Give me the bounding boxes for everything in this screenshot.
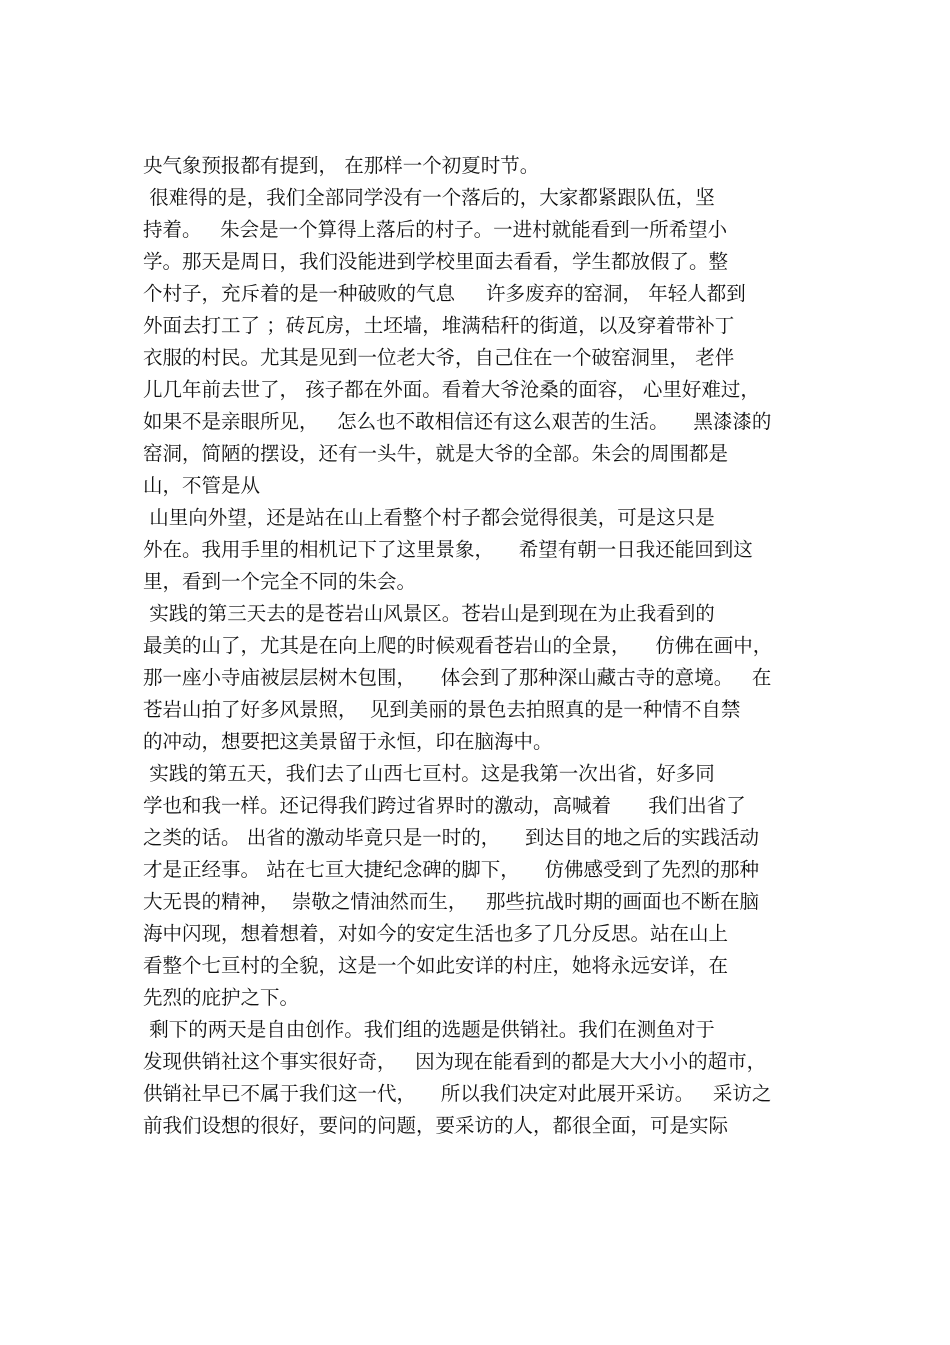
text-line: 苍岩山拍了好多风景照， 见到美丽的景色去拍照真的是一种情不自禁	[143, 698, 741, 721]
text-line: 外在。我用手里的相机记下了这里景象， 希望有朝一日我还能回到这	[143, 538, 753, 561]
text-line: 最美的山了，尤其是在向上爬的时候观看苍岩山的全景， 仿佛在画中，	[143, 634, 773, 657]
text-line: 实践的第五天，我们去了山西七亘村。这是我第一次出省，好多同	[143, 762, 715, 785]
text-line: 央气象预报都有提到， 在那样一个初夏时节。	[143, 154, 540, 177]
text-line: 学也和我一样。还记得我们跨过省界时的激动，高喊着 我们出省了	[143, 794, 746, 817]
text-line: 看整个七亘村的全貌，这是一个如此安详的村庄，她将永远安详，在	[143, 954, 729, 977]
text-line: 之类的话。 出省的激动毕竟只是一时的， 到达目的地之后的实践活动	[143, 826, 759, 849]
text-line: 才是正经事。 站在七亘大捷纪念碑的脚下， 仿佛感受到了先烈的那种	[143, 858, 759, 881]
text-line: 供销社早已不属于我们这一代， 所以我们决定对此展开采访。 采访之	[143, 1082, 772, 1105]
text-line: 窑洞，简陋的摆设，还有一头牛，就是大爷的全部。朱会的周围都是	[143, 442, 729, 465]
text-line: 那一座小寺庙被层层树木包围， 体会到了那种深山藏古寺的意境。 在	[143, 666, 772, 689]
text-line: 剩下的两天是自由创作。我们组的选题是供销社。我们在测鱼对于	[143, 1018, 715, 1041]
text-line: 里，看到一个完全不同的朱会。	[143, 570, 417, 593]
text-line: 个村子，充斥着的是一种破败的气息 许多废弃的窑洞， 年轻人都到	[143, 282, 746, 305]
text-line: 衣服的村民。尤其是见到一位老大爷，自己住在一个破窑洞里， 老伴	[143, 346, 735, 369]
text-line: 很难得的是，我们全部同学没有一个落后的，大家都紧跟队伍，坚	[143, 186, 715, 209]
text-line: 前我们设想的很好，要问的问题，要采访的人，都很全面，可是实际	[143, 1114, 729, 1137]
text-line: 如果不是亲眼所见， 怎么也不敢相信还有这么艰苦的生活。 黑漆漆的	[143, 410, 772, 433]
text-line: 山，不管是从	[143, 474, 261, 497]
text-line: 实践的第三天去的是苍岩山风景区。苍岩山是到现在为止我看到的	[143, 602, 715, 625]
text-line: 学。那天是周日，我们没能进到学校里面去看看，学生都放假了。整	[143, 250, 729, 273]
body-text	[143, 150, 823, 1142]
text-line: 儿几年前去世了， 孩子都在外面。看着大爷沧桑的面容， 心里好难过，	[143, 378, 760, 401]
text-line: 外面去打工了 ；砖瓦房，土坯墙，堆满秸秆的街道，以及穿着带补丁	[143, 314, 735, 337]
text-line: 先烈的庇护之下。	[143, 986, 300, 1009]
text-line: 大无畏的精神， 崇敬之情油然而生， 那些抗战时期的画面也不断在脑	[143, 890, 759, 913]
text-line: 发现供销社这个事实很好奇， 因为现在能看到的都是大大小小的超市，	[143, 1050, 767, 1073]
text-line: 的冲动，想要把这美景留于永恒，印在脑海中。	[143, 730, 553, 753]
text-line: 海中闪现，想着想着，对如今的安定生活也多了几分反思。站在山上	[143, 922, 729, 945]
text-line: 持着。 朱会是一个算得上落后的村子。一进村就能看到一所希望小	[143, 218, 728, 241]
text-line: 山里向外望，还是站在山上看整个村子都会觉得很美，可是这只是	[143, 506, 715, 529]
